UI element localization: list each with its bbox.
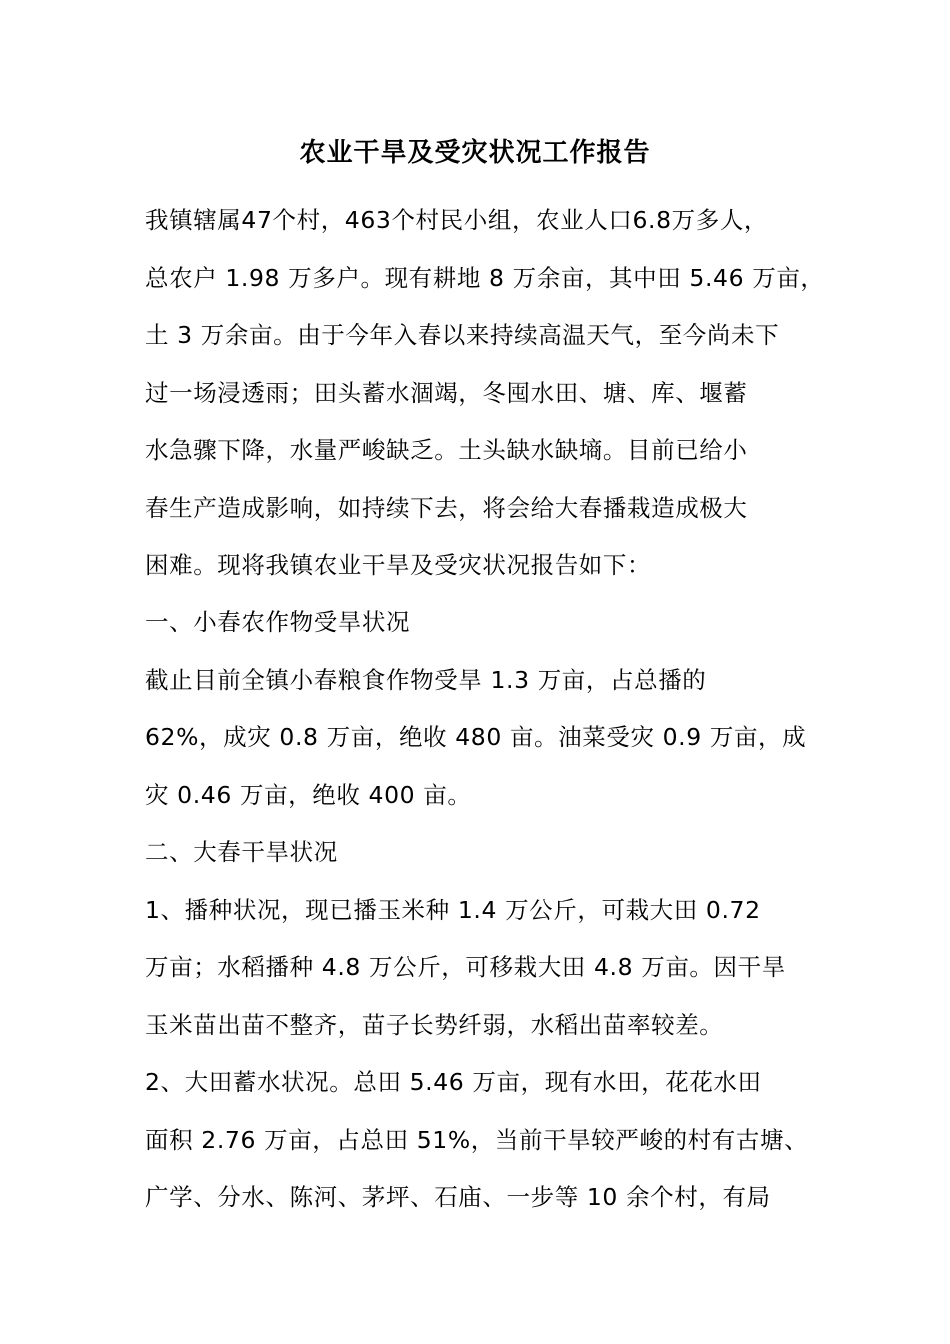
body-line: 我镇辖属47个村，463个村民小组，农业人口6.8万多人，	[145, 206, 769, 234]
body-line: 土 3 万余亩。由于今年入春以来持续高温天气，至今尚未下	[145, 321, 780, 349]
body-line: 62%，成灾 0.8 万亩，绝收 480 亩。油菜受灾 0.9 万亩，成	[145, 723, 807, 751]
section-heading: 一、小春农作物受旱状况	[145, 608, 411, 636]
body-line: 万亩；水稻播种 4.8 万公斤，可移栽大田 4.8 万亩。因干旱	[145, 953, 786, 981]
body-line: 截止目前全镇小春粮食作物受旱 1.3 万亩，占总播的	[145, 666, 707, 694]
section-heading: 二、大春干旱状况	[145, 838, 338, 866]
document-title: 农业干旱及受灾状况工作报告	[299, 138, 651, 168]
body-line: 过一场浸透雨；田头蓄水涸竭，冬囤水田、塘、库、堰蓄	[145, 379, 748, 407]
body-line: 灾 0.46 万亩，绝收 400 亩。	[145, 781, 472, 809]
body-line: 总农户 1.98 万多户。现有耕地 8 万余亩，其中田 5.46 万亩，	[145, 264, 825, 292]
body-line: 广学、分水、陈河、茅坪、石庙、一步等 10 余个村，有局	[145, 1183, 771, 1211]
body-line: 面积 2.76 万亩，占总田 51%，当前干旱较严峻的村有古塘、	[145, 1126, 809, 1154]
body-line: 困难。现将我镇农业干旱及受灾状况报告如下：	[145, 551, 652, 579]
body-line: 1、播种状况，现已播玉米种 1.4 万公斤，可栽大田 0.72	[145, 896, 761, 924]
body-line: 春生产造成影响，如持续下去，将会给大春播栽造成极大	[145, 494, 748, 522]
body-line: 水急骤下降，水量严峻缺乏。土头缺水缺墒。目前已给小	[145, 436, 748, 464]
body-line: 玉米苗出苗不整齐，苗子长势纤弱，水稻出苗率较差。	[145, 1011, 724, 1039]
body-line: 2、大田蓄水状况。总田 5.46 万亩，现有水田，花花水田	[145, 1068, 762, 1096]
